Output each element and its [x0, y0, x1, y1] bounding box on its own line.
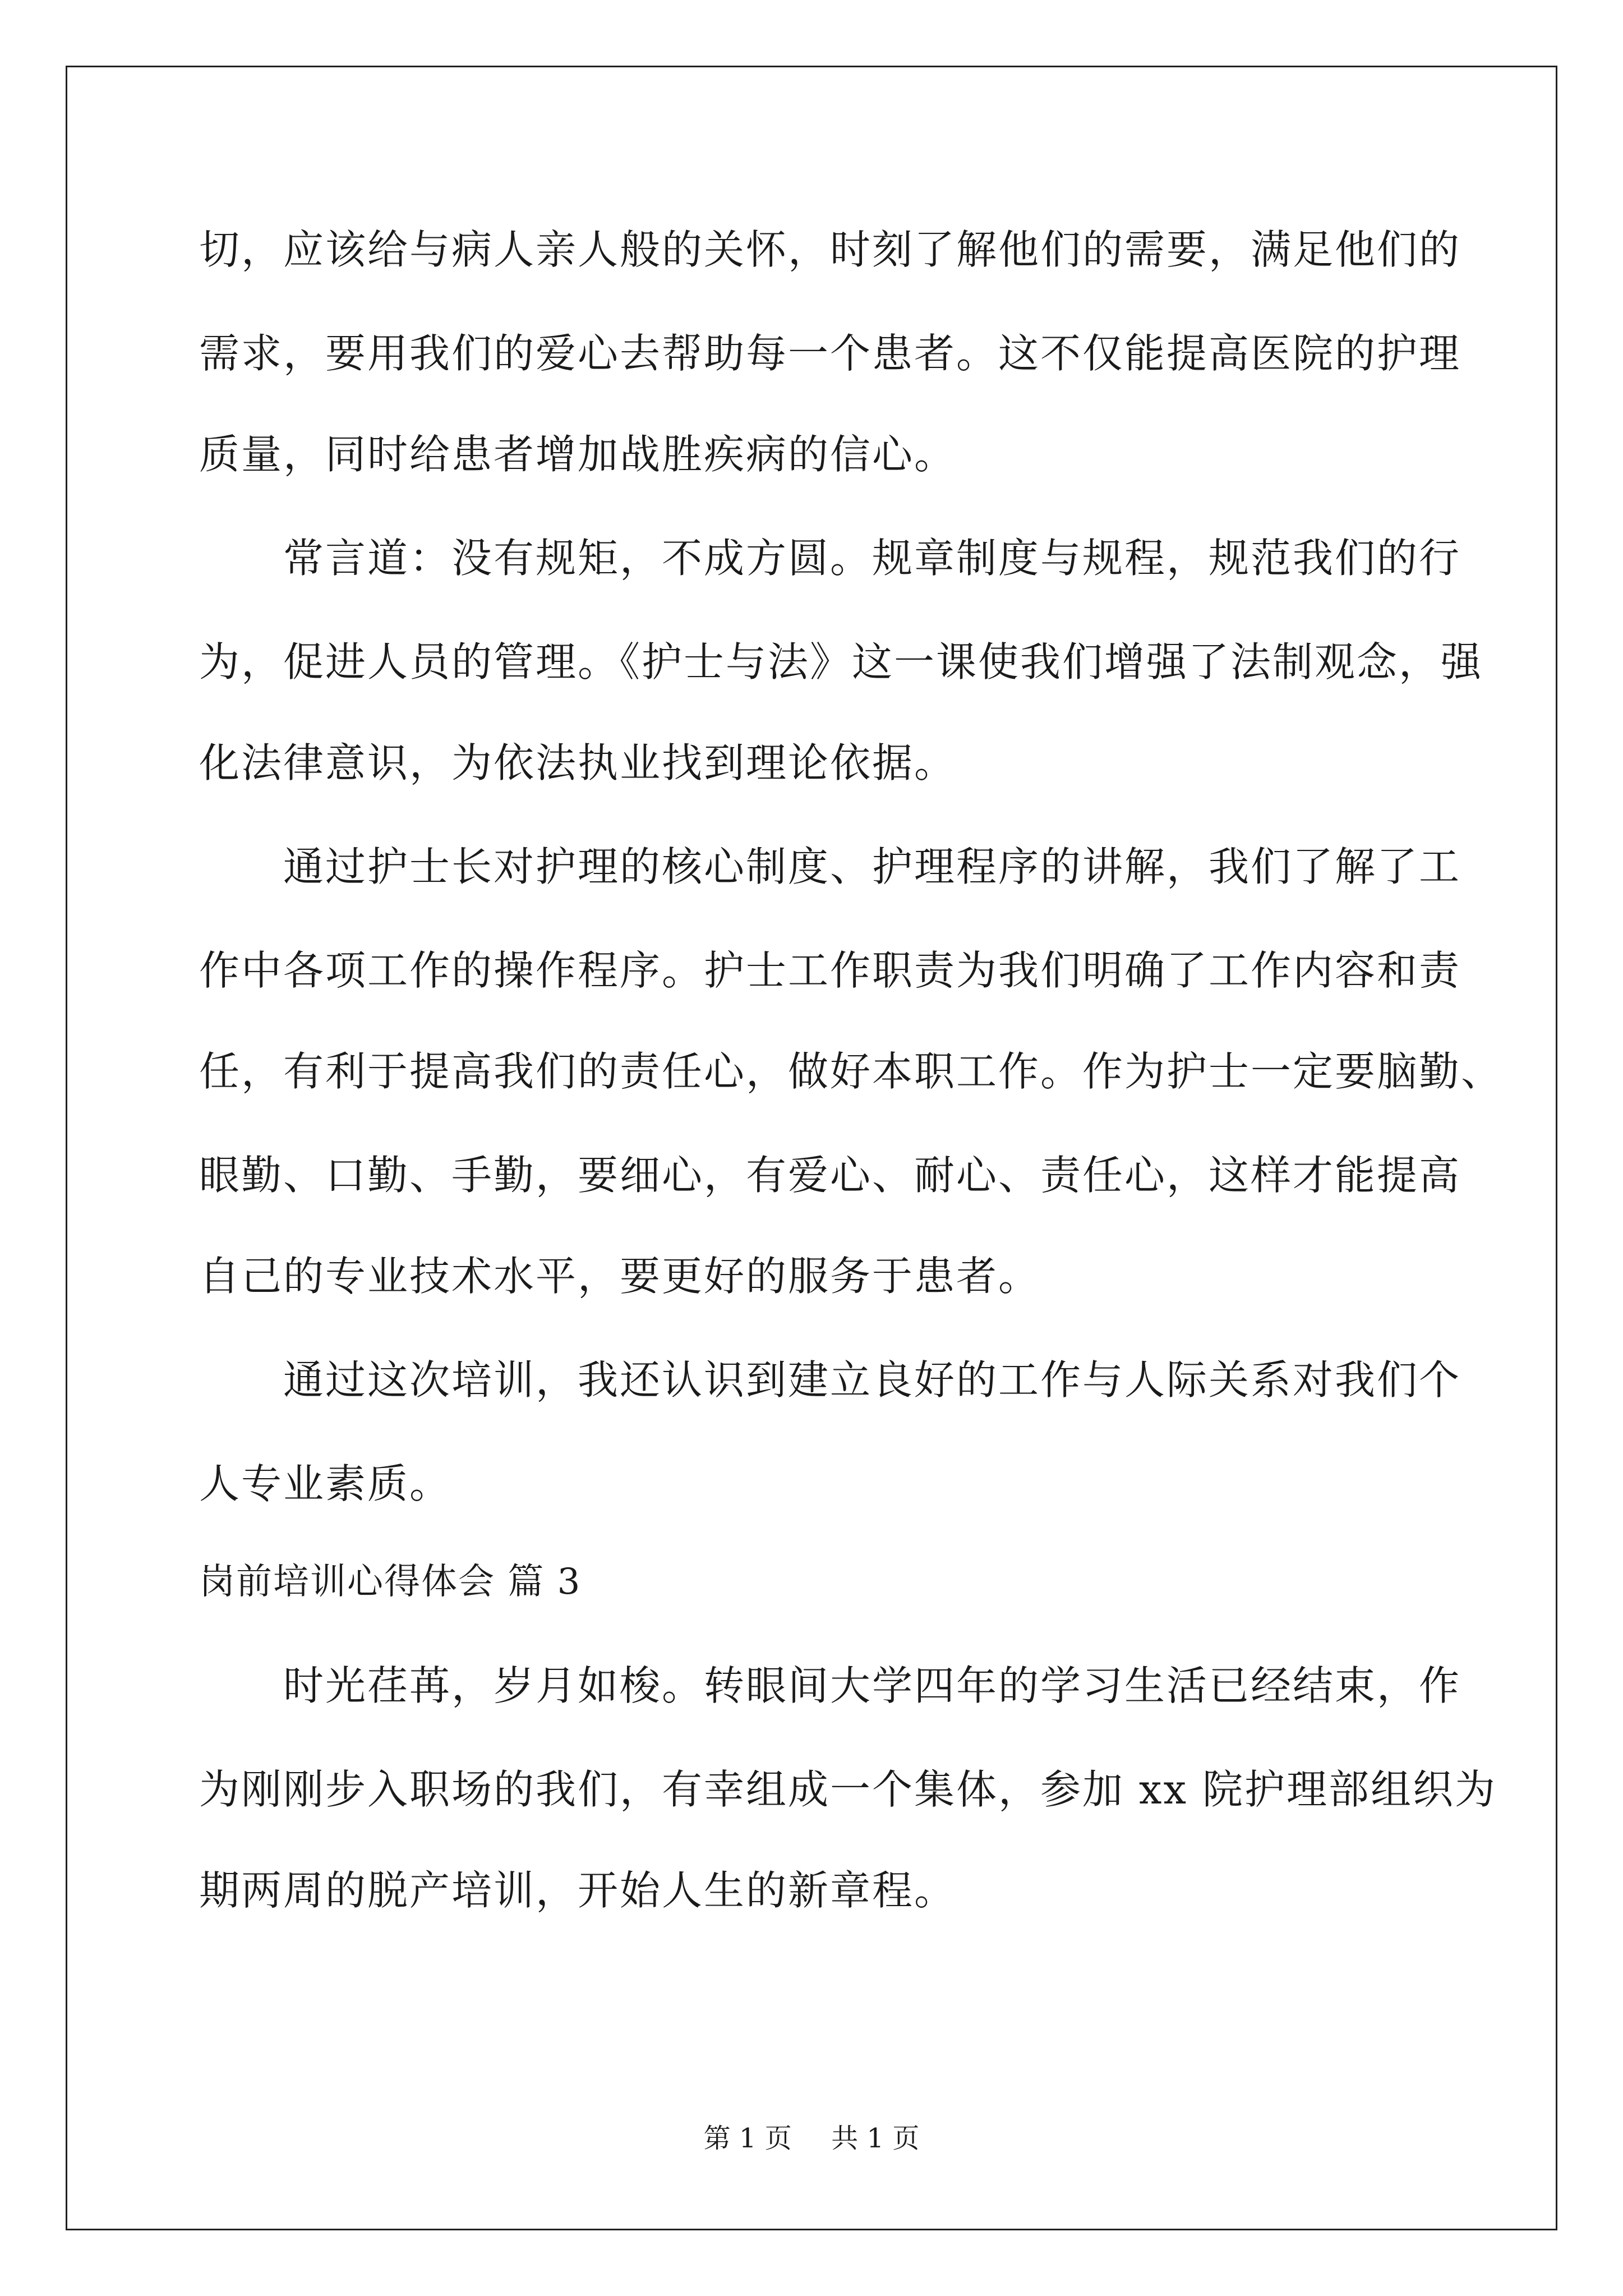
body-line: 通过这次培训，我还认识到建立良好的工作与人际关系对我们个	[199, 1356, 1461, 1404]
body-line: 时光荏苒，岁月如梭。转眼间大学四年的学习生活已经结束，作	[199, 1662, 1461, 1709]
body-line: 眼勤、口勤、手勤，要细心，有爱心、耐心、责任心，这样才能提高	[199, 1152, 1461, 1199]
body-line: 为刚刚步入职场的我们，有幸组成一个集体，参加 xx 院护理部组织为	[199, 1766, 1497, 1813]
body-line: 人专业素质。	[199, 1460, 452, 1507]
body-line: 期两周的脱产培训，开始人生的新章程。	[199, 1867, 957, 1914]
page-total: 共 1 页	[831, 2123, 920, 2154]
body-line: 自己的专业技术水平，要更好的服务于患者。	[199, 1253, 1041, 1300]
page-footer	[0, 2122, 1623, 2155]
body-line: 切，应该给与病人亲人般的关怀，时刻了解他们的需要，满足他们的	[199, 226, 1461, 273]
body-line: 任，有利于提高我们的责任心，做好本职工作。作为护士一定要脑勤、	[199, 1048, 1504, 1095]
body-line: 需求，要用我们的爱心去帮助每一个患者。这不仅能提高医院的护理	[199, 330, 1461, 377]
page-number: 第 1 页	[703, 2123, 792, 2154]
body-line: 作中各项工作的操作程序。护士工作职责为我们明确了工作内容和责	[199, 947, 1461, 994]
body-line: 常言道：没有规矩，不成方圆。规章制度与规程，规范我们的行	[199, 535, 1461, 582]
section-heading: 岗前培训心得体会 篇 3	[199, 1561, 582, 1603]
body-line: 通过护士长对护理的核心制度、护理程序的讲解，我们了解了工	[199, 843, 1461, 890]
body-line: 化法律意识，为依法执业找到理论依据。	[199, 739, 957, 786]
body-line: 质量，同时给患者增加战胜疾病的信心。	[199, 431, 957, 478]
body-line: 为，促进人员的管理。《护士与法》这一课使我们增强了法制观念，强	[199, 638, 1483, 685]
